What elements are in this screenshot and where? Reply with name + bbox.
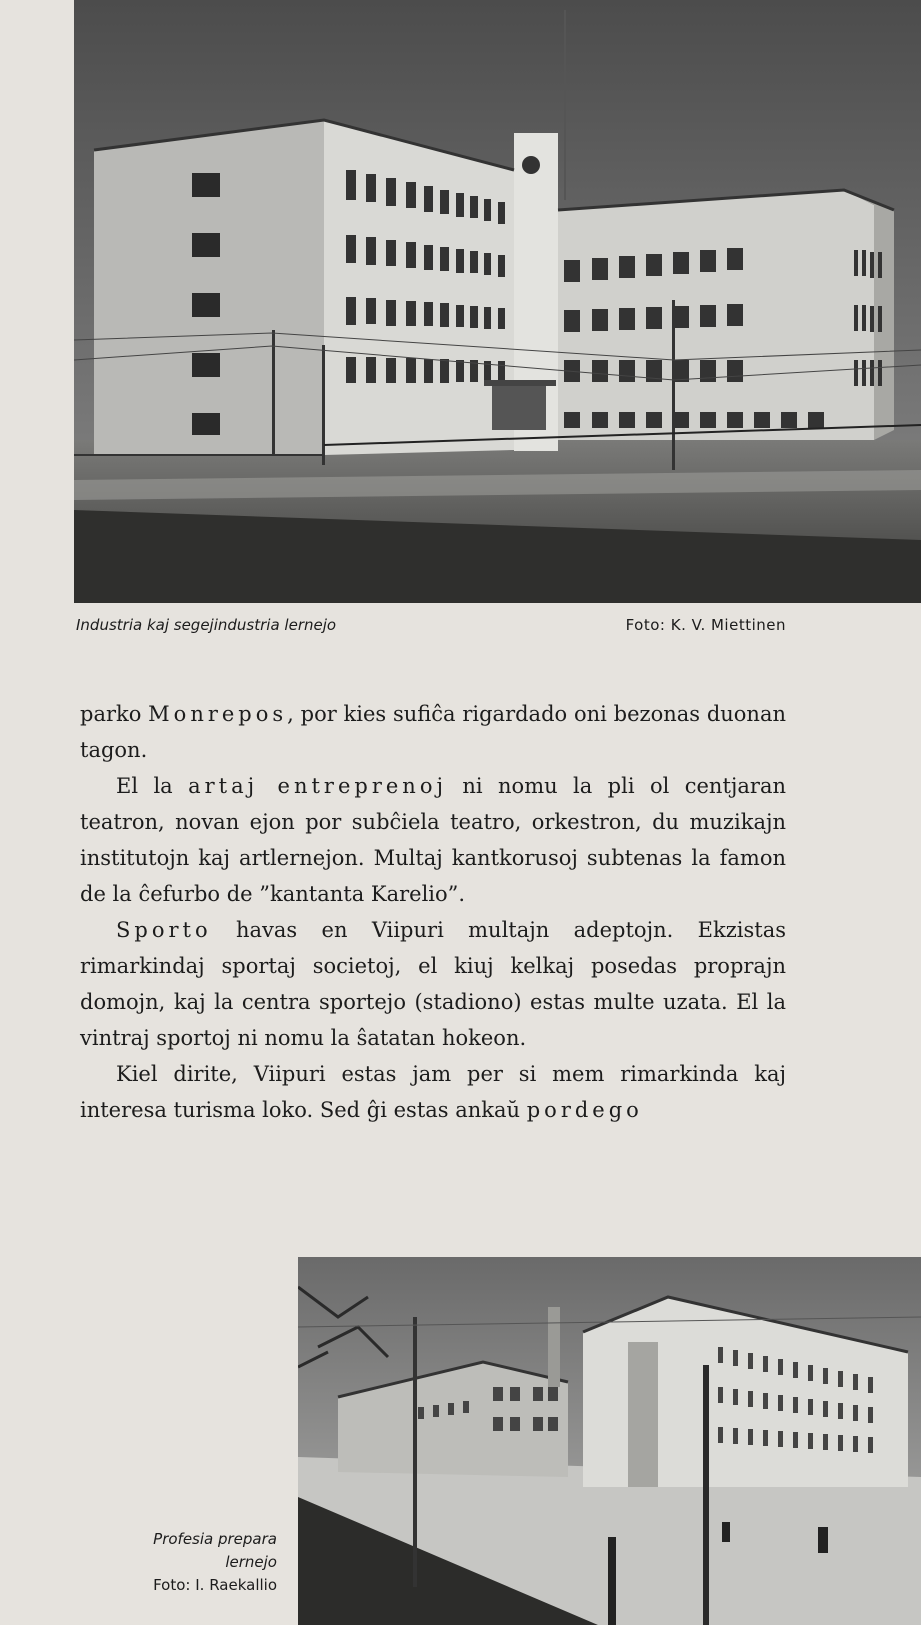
article-body: [80, 696, 786, 1128]
street-photo-illustration: [298, 1257, 921, 1625]
school-building-photo: [74, 0, 921, 603]
paragraph-sport: [80, 912, 786, 1056]
p1-spaced-term: Monrepos: [148, 702, 288, 726]
top-photo-credit: Foto: K. V. Miettinen: [625, 616, 786, 634]
p1-pre: parko: [80, 702, 149, 726]
p3-post: havas en Viipuri multajn adeptojn. Ekzistas rimarkindaj sportaj societoj, el kiuj kelkaj posedas proprajn domojn, kaj la centra sportejo (stadiono) estas multe uzata. El la vintraj sportoj ni nomu la ŝatatan hokeon.: [80, 918, 786, 1050]
p1-post: , por kies sufiĉa rigardado oni bezonas duonan tagon.: [80, 702, 786, 762]
paragraph-monrepos: [80, 696, 786, 768]
p4-spaced-term: pordego: [526, 1098, 643, 1122]
paragraph-tourism: [80, 1056, 786, 1128]
p2-spaced-term: artaj entreprenoj: [188, 774, 447, 798]
vocational-school-photo: [298, 1257, 921, 1625]
building-photo-illustration: [74, 0, 921, 603]
paragraph-art: [80, 768, 786, 912]
p3-spaced-term: Sporto: [116, 918, 212, 942]
p4-pre: Kiel dirite, Viipuri estas jam per si mem rimarkinda kaj interesa turisma loko. Sed ĝi estas ankaŭ: [80, 1062, 786, 1122]
p2-post: ni nomu la pli ol centjaran teatron, novan ejon por subĉiela teatro, orkestron, du muzikajn institutojn kaj artlernejon. Multaj kantkorusoj subtenas la famon de la ĉefurbo de ”kantanta Karelio”.: [80, 774, 786, 906]
top-photo-caption: Industria kaj segejindustria lernejo: [76, 616, 337, 634]
p2-pre: El la: [116, 774, 189, 798]
bottom-photo-caption-block: [77, 1528, 277, 1597]
bottom-photo-caption-line1: Profesia prepara: [153, 1530, 277, 1548]
bottom-photo-credit: Foto: I. Raekallio: [153, 1576, 277, 1594]
bottom-photo-caption-line2: lernejo: [225, 1553, 277, 1571]
